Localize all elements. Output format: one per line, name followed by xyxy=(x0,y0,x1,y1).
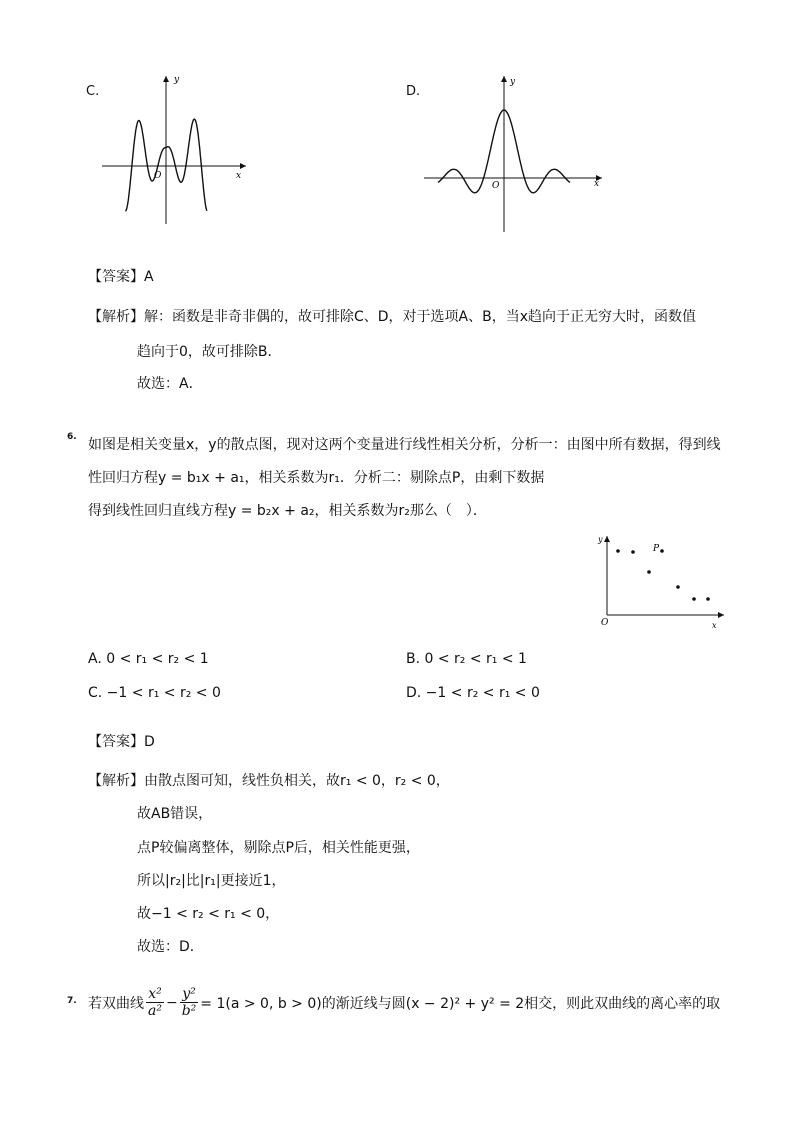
q7-number: 7. xyxy=(67,996,77,1006)
q6-option-d: D. −1 < r₂ < r₁ < 0 xyxy=(406,685,540,701)
answer-tag: 【答案】 xyxy=(88,734,144,750)
scatter-x-label: x xyxy=(712,621,717,630)
q6-analysis-line1 xyxy=(88,770,450,790)
option-c-label: C. xyxy=(86,84,100,99)
q6-number: 6. xyxy=(67,432,77,442)
q6-stem-line3: 得到线性回归直线方程y = b₂x + a₂，相关系数为r₂那么（ ）． xyxy=(88,503,487,519)
scatter-point-p xyxy=(660,549,664,553)
scatter-point xyxy=(647,570,651,574)
q6-analysis-line5: 故−1 < r₂ < r₁ < 0， xyxy=(137,906,280,922)
scatter-point xyxy=(631,550,635,554)
graph-d xyxy=(420,72,606,234)
option-d-label: D. xyxy=(406,84,421,99)
scatter-y-label: y xyxy=(598,535,603,544)
graph-d-y-label: y xyxy=(510,77,516,87)
graph-d-origin: O xyxy=(492,181,500,191)
analysis-tag: 【解析】 xyxy=(88,773,144,789)
q7-stem-post: = 1(a > 0, b > 0)的渐近线与圆(x − 2)² + y² = 2相交，则此双曲线的离心率的取 xyxy=(200,995,721,1012)
analysis-tag: 【解析】 xyxy=(88,309,144,325)
q6-analysis-line3: 点P较偏离整体，剔除点P后，相关性能更强， xyxy=(137,840,420,856)
q6-stem-line1: 如图是相关变量x，y的散点图，现对这两个变量进行线性相关分析，分析一：由图中所有数据，得到线 xyxy=(88,437,721,453)
q5-analysis-line1 xyxy=(88,306,696,326)
scatter-origin: O xyxy=(601,618,609,628)
q7-stem xyxy=(88,986,720,1019)
q6-analysis-line2: 故AB错误， xyxy=(137,806,213,822)
q6-analysis-line4: 所以|r₂|比|r₁|更接近1， xyxy=(137,873,286,889)
scatter-point xyxy=(692,597,696,601)
scatter-point xyxy=(616,549,620,553)
q6-option-c: C. −1 < r₁ < r₂ < 0 xyxy=(88,685,221,701)
analysis-text: 由散点图可知，线性负相关，故r₁ < 0，r₂ < 0， xyxy=(144,773,450,789)
q7-minus: − xyxy=(165,994,178,1011)
graph-d-x-label: x xyxy=(594,179,600,189)
graph-c-y-label: y xyxy=(174,75,180,85)
q6-analysis-line6: 故选：D． xyxy=(137,939,204,955)
q5-analysis-line2: 趋向于0，故可排除B． xyxy=(137,344,282,360)
scatter-point xyxy=(706,597,710,601)
q6-option-a: A. 0 < r₁ < r₂ < 1 xyxy=(88,651,209,667)
q6-answer xyxy=(88,731,155,751)
scatter-point-p-label: P xyxy=(653,544,660,554)
analysis-text: 解：函数是非奇非偶的，故可排除C、D，对于选项A、B，当x趋向于正无穷大时，函数值 xyxy=(144,309,697,325)
q6-option-b: B. 0 < r₂ < r₁ < 1 xyxy=(406,651,527,667)
answer-value: A xyxy=(144,269,154,285)
scatter-point xyxy=(676,585,680,589)
q6-stem-line2: 性回归方程y = b₁x + a₁，相关系数为r₁．分析二：剔除点P，由剩下数据 xyxy=(88,470,545,486)
scatter-plot xyxy=(594,532,728,632)
q7-fraction-x: $\frac{\text{x²}}{\text{a²}}$ xyxy=(148,986,162,1019)
answer-value: D xyxy=(144,734,155,750)
graph-c xyxy=(98,70,250,228)
graph-c-origin: O xyxy=(154,171,162,181)
q7-fraction-y: $\frac{\text{y²}}{\text{b²}}$ xyxy=(181,986,197,1019)
graph-c-x-label: x xyxy=(236,171,242,181)
q5-analysis-line3: 故选：A． xyxy=(137,376,203,392)
q5-answer xyxy=(88,266,154,286)
q7-stem-pre: 若双曲线 xyxy=(88,995,144,1012)
answer-tag: 【答案】 xyxy=(88,269,144,285)
